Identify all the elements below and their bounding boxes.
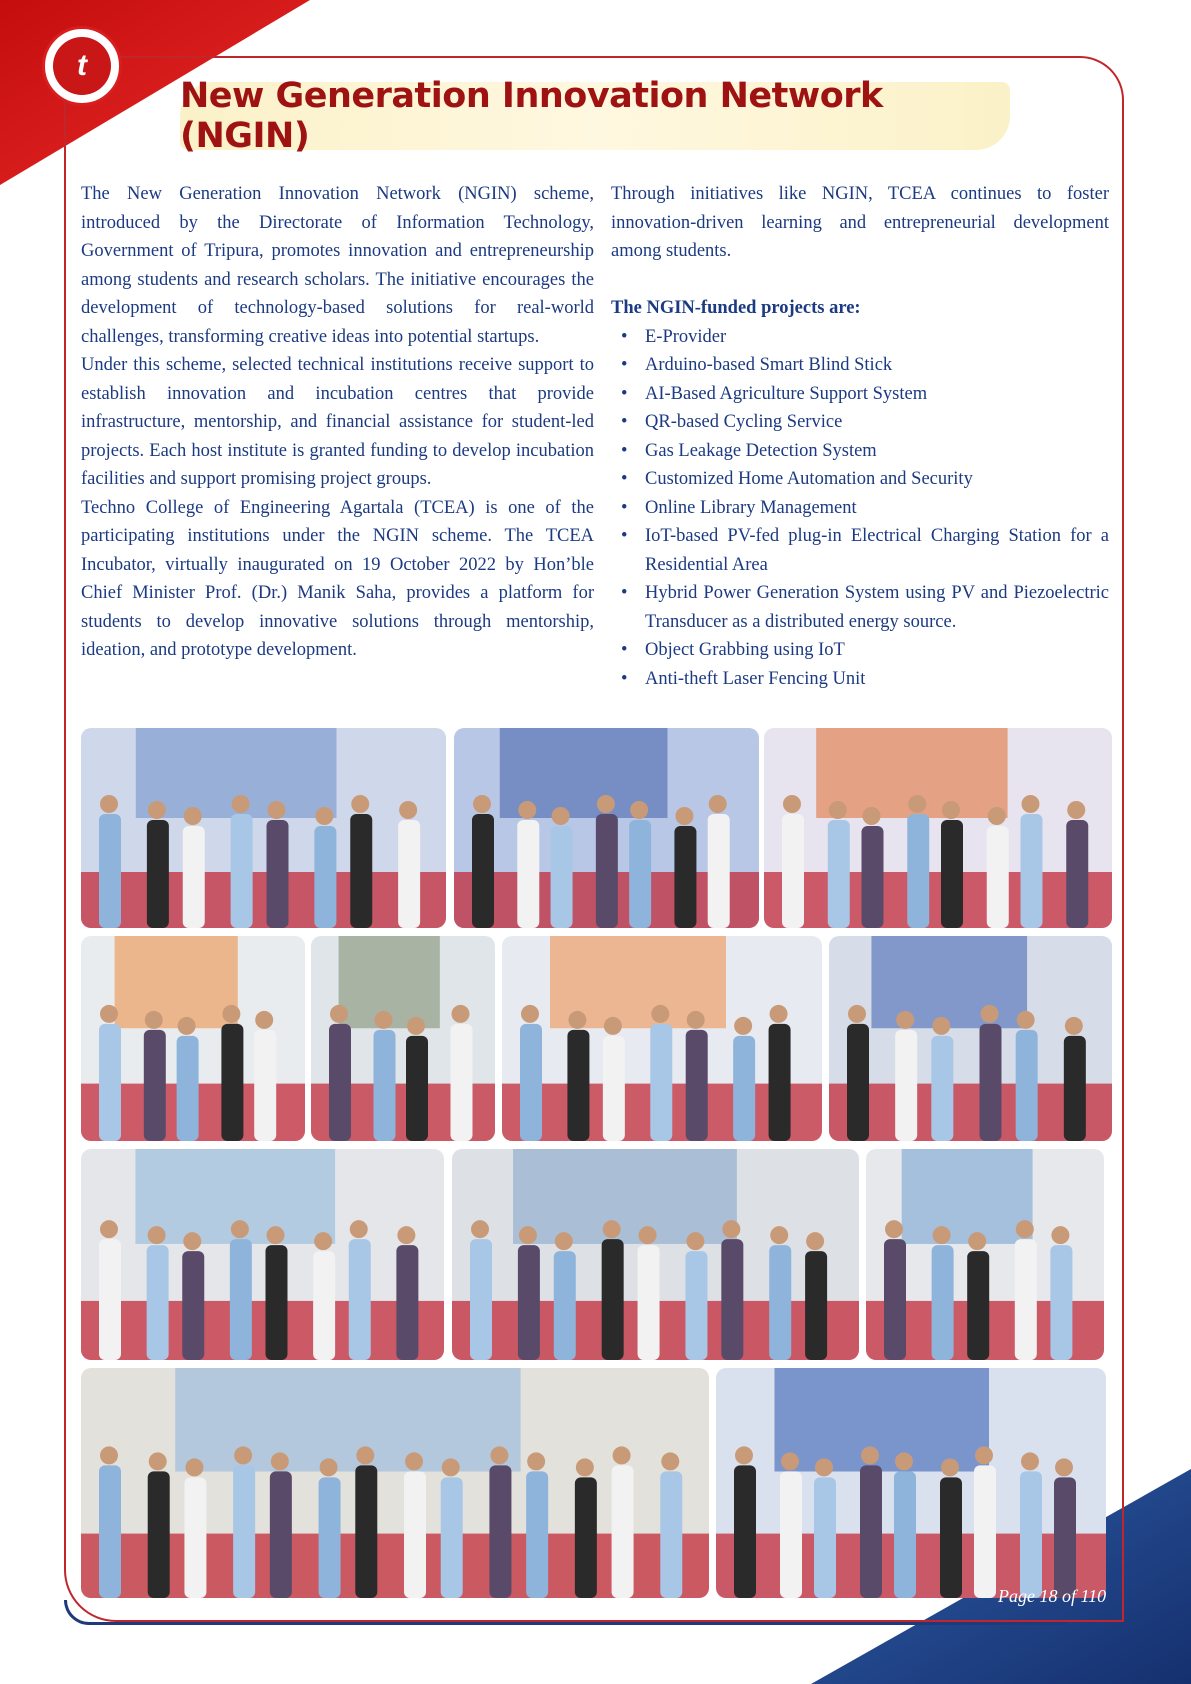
- intro-paragraph: The New Generation Innovation Network (NGIN) scheme, introduced by the Directorate of Information Technology, Government of Tripura, promotes innovation and entrepreneurship among students and research scholars. The initiative encourages the development of technology-based solutions for real-world challenges, transforming creative ideas into potential startups.: [81, 184, 594, 347]
- list-item: • QR-based Cycling Service: [645, 408, 1109, 437]
- projects-heading: The NGIN-funded projects are:: [611, 298, 861, 318]
- list-item: • Anti-theft Laser Fencing Unit: [645, 665, 1109, 694]
- scheme-paragraph: Under this scheme, selected technical institutions receive support to establish innovation and incubation centres that provide infrastructure, mentorship, and financial assistance for student-led projects. Each host institute is granted funding to develop incubation facilities and support promising project groups.: [81, 355, 594, 489]
- event-photo: [764, 728, 1112, 928]
- college-logo: [42, 26, 122, 106]
- list-item: • Online Library Management: [645, 494, 1109, 523]
- event-photo: [502, 936, 822, 1141]
- projects-list: [611, 323, 1109, 694]
- page-number: Page 18 of 110: [998, 1586, 1107, 1606]
- event-photo: [716, 1368, 1106, 1598]
- list-item: • IoT-based PV-fed plug-in Electrical Charging Station for a Residential Area: [645, 522, 1109, 579]
- initiative-paragraph: Through initiatives like NGIN, TCEA continues to foster innovation-driven learning and entrepreneurial development among students.: [611, 184, 1109, 261]
- event-photo: [829, 936, 1112, 1141]
- event-photo: [866, 1149, 1104, 1360]
- title-band: [180, 76, 1010, 156]
- event-photo: [452, 1149, 859, 1360]
- tcea-paragraph: Techno College of Engineering Agartala (TCEA) is one of the participating institutions under the NGIN scheme. The TCEA Incubator, virtually inaugurated on 19 October 2022 by Hon’ble Chief Minister Prof. (Dr.) Manik Saha, provides a platform for students to develop innovative solutions through mentorship, ideation, and prototype development.: [81, 497, 594, 660]
- list-item: • E-Provider: [645, 323, 1109, 352]
- event-photo: [311, 936, 495, 1141]
- page-title: New Generation Innovation Network (NGIN): [180, 76, 883, 156]
- event-photo: [81, 1368, 709, 1598]
- page-border-bottom: [64, 1600, 1067, 1625]
- list-item: • Customized Home Automation and Security: [645, 465, 1109, 494]
- list-item: • Hybrid Power Generation System using PV and Piezoelectric Transducer as a distributed energy source.: [645, 579, 1109, 636]
- list-item: • AI-Based Agriculture Support System: [645, 380, 1109, 409]
- right-text-column: [611, 180, 1109, 693]
- logo-symbol: t: [53, 37, 111, 95]
- list-item: • Gas Leakage Detection System: [645, 437, 1109, 466]
- event-photo: [81, 936, 305, 1141]
- event-photo: [454, 728, 759, 928]
- left-text-column: [81, 180, 594, 665]
- event-photo: [81, 1149, 444, 1360]
- list-item: • Object Grabbing using IoT: [645, 636, 1109, 665]
- list-item: • Arduino-based Smart Blind Stick: [645, 351, 1109, 380]
- event-photo: [81, 728, 446, 928]
